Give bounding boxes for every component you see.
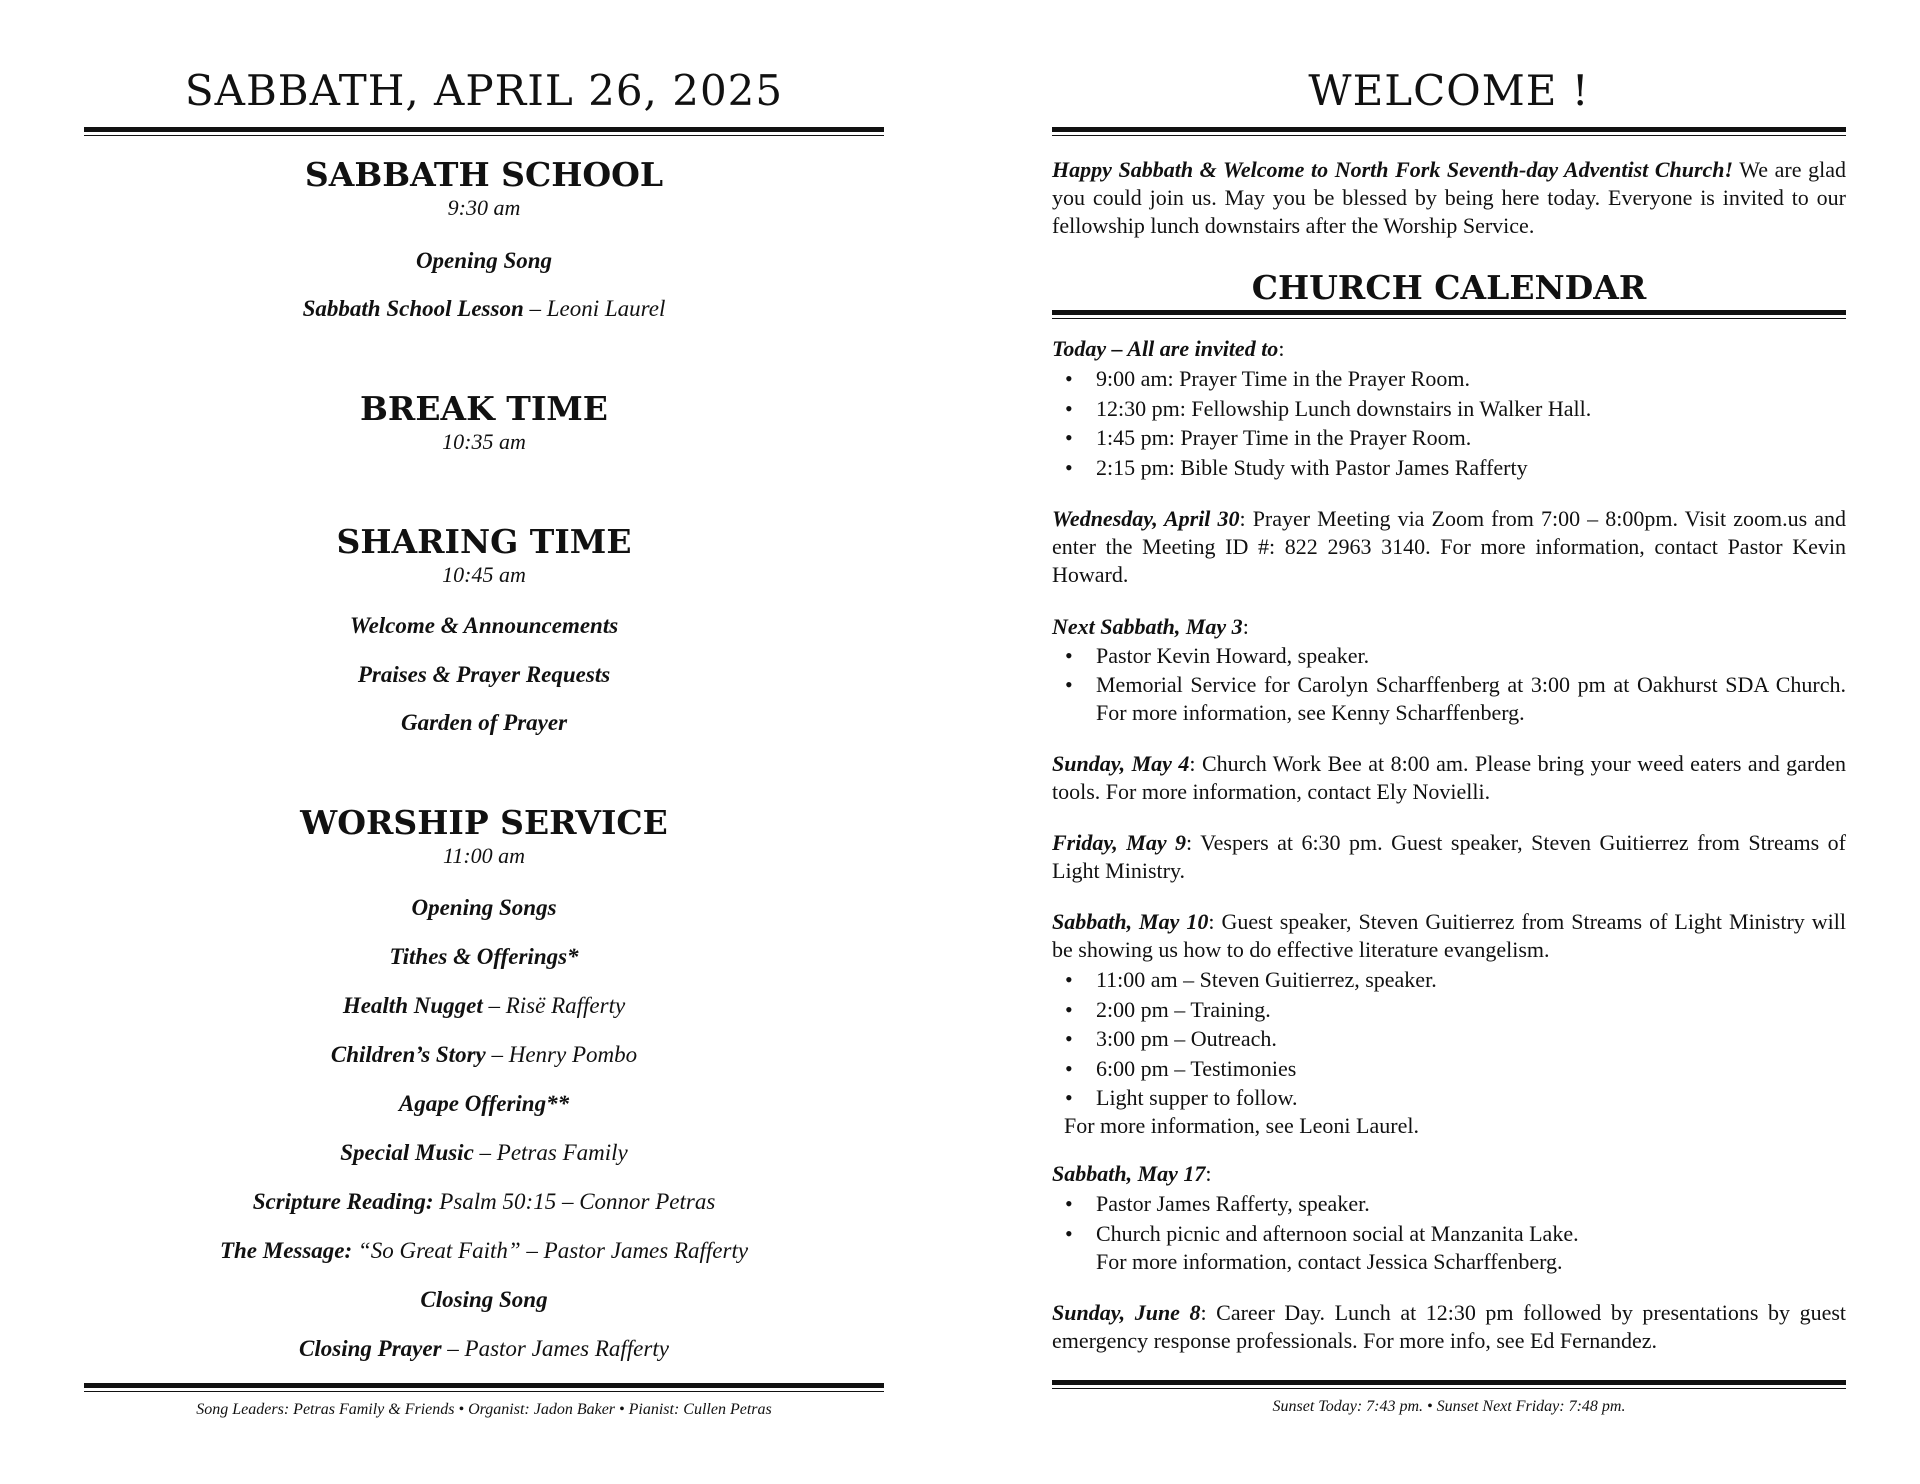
- break-time-time: 10:35 am: [442, 429, 526, 454]
- title-divider: [1052, 127, 1846, 132]
- title-divider: [84, 127, 884, 132]
- event-may17-head: Sabbath, May 17:: [1052, 1161, 1212, 1186]
- program-item: Welcome & Announcements: [349, 613, 619, 638]
- event-june8: Sunday, June 8: Career Day. Lunch at 12:30 pm followed by presentations by guest emergency response professionals. For more info, see Ed Fernandez.: [1052, 1300, 1847, 1353]
- event-may3-list: [1052, 641, 1846, 727]
- footer-divider: [84, 1383, 884, 1388]
- list-item: • 2:15 pm: Bible Study with Pastor James Rafferty: [1096, 453, 1846, 483]
- program-item: Sabbath School Lesson – Leoni Laurel: [302, 296, 666, 321]
- event-may10-more: For more information, see Leoni Laurel.: [1064, 1113, 1419, 1138]
- program-item: Closing Prayer – Pastor James Rafferty: [299, 1336, 669, 1361]
- program-item: Health Nugget – Risë Rafferty: [342, 993, 626, 1018]
- event-wednesday: Wednesday, April 30: Prayer Meeting via Zoom from 7:00 – 8:00pm. Visit zoom.us and enter the Meeting ID #: 822 2963 3140. For more information, contact Pastor Kevin Howard.: [1052, 506, 1846, 587]
- event-today-list: [1052, 364, 1846, 482]
- list-item: • 3:00 pm – Outreach.: [1096, 1024, 1846, 1054]
- welcome-paragraph: Happy Sabbath & Welcome to North Fork Seventh-day Adventist Church! We are glad you could join us. May you be blessed by being here today. Everyone is invited to our fellowship lunch downstairs after the Worship Service.: [1052, 157, 1846, 238]
- list-item: • Pastor Kevin Howard, speaker.: [1096, 641, 1846, 671]
- list-item: • 12:30 pm: Fellowship Lunch downstairs in Walker Hall.: [1096, 394, 1846, 424]
- event-may17-more: For more information, contact Jessica Scharffenberg.: [1096, 1249, 1563, 1274]
- footer-divider: [1052, 1380, 1846, 1385]
- calendar-divider: [1052, 310, 1846, 315]
- list-item: • 6:00 pm – Testimonies: [1096, 1054, 1846, 1084]
- program-item: Tithes & Offerings*: [389, 944, 579, 969]
- list-item: • 9:00 am: Prayer Time in the Prayer Room.: [1096, 364, 1846, 394]
- list-item: • Church picnic and afternoon social at Manzanita Lake.: [1096, 1219, 1846, 1249]
- sabbath-school-heading: SABBATH SCHOOL: [304, 155, 664, 194]
- list-item: • Memorial Service for Carolyn Scharffenberg at 3:00 pm at Oakhurst SDA Church. For more information, see Kenny Scharffenberg.: [1096, 671, 1846, 727]
- program-item: Opening Songs: [411, 895, 557, 920]
- program-item: Scripture Reading: Psalm 50:15 – Connor Petras: [252, 1189, 716, 1214]
- sunset-footer: Sunset Today: 7:43 pm. • Sunset Next Friday: 7:48 pm.: [1272, 1398, 1626, 1415]
- sharing-time-time: 10:45 am: [442, 562, 526, 587]
- worship-service-heading: WORSHIP SERVICE: [300, 803, 668, 842]
- event-may4: Sunday, May 4: Church Work Bee at 8:00 am. Please bring your weed eaters and garden tools. For more information, contact Ely Novielli.: [1052, 751, 1847, 804]
- break-time-heading: BREAK TIME: [360, 389, 608, 428]
- program-item: Agape Offering**: [398, 1091, 570, 1116]
- list-item: • Light supper to follow.: [1096, 1083, 1846, 1113]
- event-may10: Sabbath, May 10: Guest speaker, Steven Guitierrez from Streams of Light Ministry will be showing us how to do effective literature evangelism.: [1052, 909, 1846, 962]
- event-may10-list: [1052, 965, 1846, 1113]
- sabbath-school-time: 9:30 am: [447, 195, 521, 220]
- welcome-title: WELCOME !: [1308, 66, 1590, 115]
- program-item: Closing Song: [420, 1287, 548, 1312]
- program-item: Garden of Prayer: [400, 710, 568, 735]
- program-item: The Message: “So Great Faith” – Pastor James Rafferty: [219, 1238, 749, 1263]
- event-may9: Friday, May 9: Vespers at 6:30 pm. Guest speaker, Steven Guitierrez from Streams of Light Ministry.: [1052, 830, 1846, 883]
- program-item: Children’s Story – Henry Pombo: [330, 1042, 638, 1067]
- program-item: Praises & Prayer Requests: [357, 662, 611, 687]
- sharing-time-heading: SHARING TIME: [336, 522, 632, 561]
- event-may3-head: Next Sabbath, May 3:: [1052, 614, 1249, 639]
- left-footer: Song Leaders: Petras Family & Friends • Organist: Jadon Baker • Pianist: Cullen Petras: [196, 1401, 772, 1418]
- list-item: • 1:45 pm: Prayer Time in the Prayer Room.: [1096, 423, 1846, 453]
- worship-service-time: 11:00 am: [442, 843, 526, 868]
- list-item: • Pastor James Rafferty, speaker.: [1096, 1189, 1846, 1219]
- page-title: SABBATH, APRIL 26, 2025: [184, 66, 784, 115]
- event-today-head: Today – All are invited to:: [1052, 336, 1285, 361]
- church-calendar-heading: CHURCH CALENDAR: [1251, 268, 1647, 307]
- program-item: Special Music – Petras Family: [340, 1140, 628, 1165]
- list-item: • 11:00 am – Steven Guitierrez, speaker.: [1096, 965, 1846, 995]
- program-item: Opening Song: [415, 248, 553, 273]
- list-item: • 2:00 pm – Training.: [1096, 995, 1846, 1025]
- event-may17-list: [1052, 1189, 1846, 1248]
